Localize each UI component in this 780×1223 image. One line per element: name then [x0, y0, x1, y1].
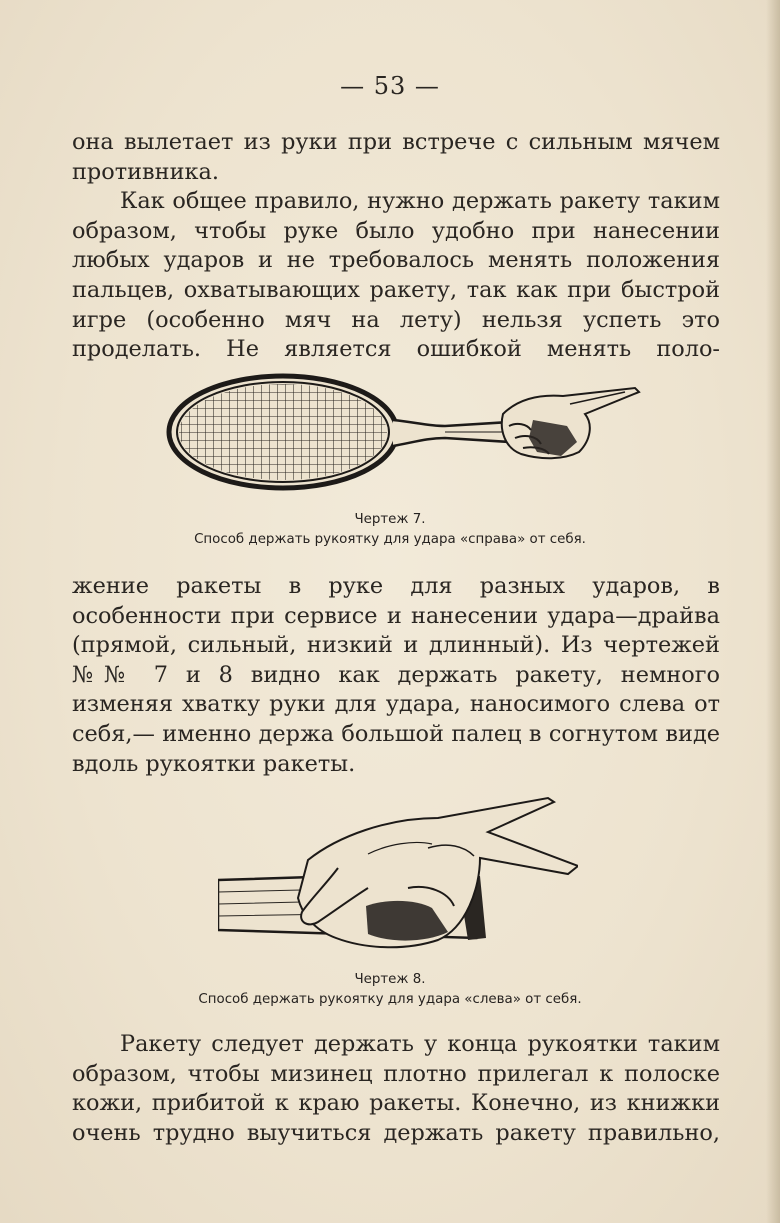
figure-8-title: Чертеж 8. — [354, 972, 426, 987]
figure-7-caption — [0, 510, 780, 550]
paragraph-1: она вылетает из руки при встрече с сильным мячем противника. — [72, 129, 720, 185]
figure-8-caption — [0, 970, 780, 1010]
paragraph-2: Как общее правило, нужно держать ракету таким образом, чтобы руке было удобно при нанесении любых ударов и не требовалось менять положения пальцев, охватывающих ракету, так как при быстрой игре (особенно мяч на лету) нельзя успеть это проделать. Не является ошибкой менять поло- — [72, 188, 720, 363]
figure-8-grip-illustration — [218, 788, 578, 958]
figure-7-title: Чертеж 7. — [354, 512, 426, 527]
page-edge-shadow — [766, 0, 780, 1223]
text-block-middle — [72, 572, 720, 779]
page-number: — 53 — — [340, 72, 440, 100]
figure-7-description: Способ держать рукоятку для удара «справа» от себя. — [194, 532, 586, 547]
figure-7-racket-illustration — [165, 368, 645, 498]
paragraph-3: жение ракеты в руке для разных ударов, в особенности при сервисе и нанесении удара—драйва (прямой, сильный, низкий и длинный). Из чертежей №№ 7 и 8 видно как держать ракету, немного изменяя хватку руки для удара, наносимого слева от себя,— именно держа большой палец в согнутом виде вдоль рукоятки ракеты. — [72, 573, 720, 777]
figure-8-description: Способ держать рукоятку для удара «слева» от себя. — [198, 992, 582, 1007]
text-block-top — [72, 128, 720, 365]
text-block-bottom — [72, 1030, 720, 1148]
paragraph-4: Ракету следует держать у конца рукоятки таким образом, чтобы мизинец плотно прилегал к полоске кожи, прибитой к краю ракеты. Конечно, из книжки очень трудно выучиться держать ракету правильно, — [72, 1031, 720, 1146]
